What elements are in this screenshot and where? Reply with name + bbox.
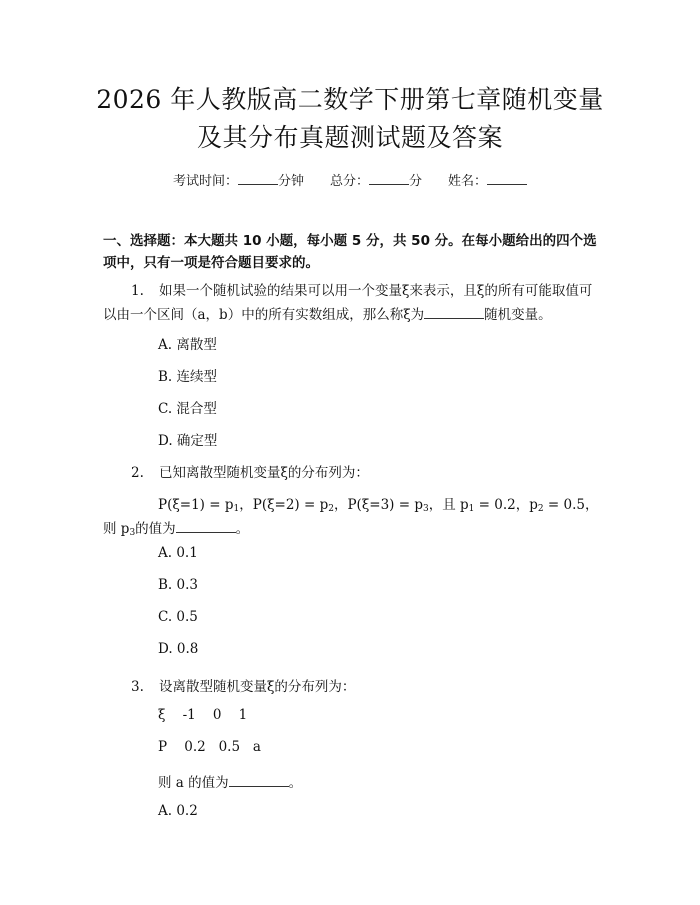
question-3-ask xyxy=(158,771,302,791)
score-label: 总分： xyxy=(329,174,369,189)
subscript: 3 xyxy=(129,528,136,538)
distribution-row-probabilities: P 0.2 0.5 a xyxy=(158,739,261,755)
ask-text: 则 a 的值为 xyxy=(158,775,229,791)
question-3 xyxy=(131,675,355,695)
question-stem: 设离散型随机变量ξ的分布列为： xyxy=(159,679,356,695)
formula-part: = 0.2，p xyxy=(474,497,538,513)
question-1 xyxy=(103,279,603,327)
question-number: 2. xyxy=(131,465,144,481)
subscript: 2 xyxy=(537,504,544,514)
option-a: A. 0.1 xyxy=(158,545,198,561)
subscript: 2 xyxy=(328,504,334,514)
time-blank xyxy=(238,172,278,185)
formula-part: ，且 p xyxy=(428,497,469,513)
score-unit: 分 xyxy=(409,174,423,189)
formula-part: P(ξ=1) = p xyxy=(158,497,234,513)
question-number: 1. xyxy=(131,283,144,299)
formula-part: 则 p xyxy=(103,521,130,537)
option-a: A. 离散型 xyxy=(158,337,217,353)
subscript: 1 xyxy=(468,504,475,514)
option-b: B. 0.3 xyxy=(158,577,198,593)
distribution-row-values: ξ -1 0 1 xyxy=(158,707,248,723)
formula-part: = 0.5， xyxy=(543,497,599,513)
ask-end: 。 xyxy=(288,775,303,791)
title-line-1: 2026 年人教版高二数学下册第七章随机变量 xyxy=(96,85,604,114)
answer-blank xyxy=(176,520,236,533)
option-d: D. 0.8 xyxy=(158,641,199,657)
time-label: 考试时间： xyxy=(172,174,238,189)
time-unit: 分钟 xyxy=(277,174,304,189)
formula-part: 。 xyxy=(235,521,250,537)
option-c: C. 0.5 xyxy=(158,609,198,625)
question-stem: 如果一个随机试验的结果可以用一个变量ξ来表示，且ξ的所有可能取值可以由一个区间（a，b）中的所有实数组成，那么称ξ为 xyxy=(103,283,593,323)
title-line-2: 及其分布真题测试题及答案 xyxy=(196,123,503,152)
formula-part: ，P(ξ=3) = p xyxy=(333,497,423,513)
option-b: B. 连续型 xyxy=(158,369,218,385)
name-blank xyxy=(487,172,527,185)
section-heading: 一、选择题：本大题共 10 小题，每小题 5 分，共 50 分。在每小题给出的四个选项中，只有一项是符合题目要求的。 xyxy=(103,233,597,271)
exam-meta xyxy=(0,170,700,189)
answer-blank xyxy=(424,306,484,319)
formula-part: ，P(ξ=2) = p xyxy=(239,497,329,513)
question-stem: 已知离散型随机变量ξ的分布列为： xyxy=(159,465,369,481)
subscript: 1 xyxy=(233,504,240,514)
score-blank xyxy=(369,172,409,185)
question-2-formula-line2 xyxy=(103,517,249,538)
question-2-formula xyxy=(158,493,599,514)
formula-part: 的值为 xyxy=(135,521,176,537)
option-a: A. 0.2 xyxy=(158,803,198,819)
option-d: D. 确定型 xyxy=(158,433,218,449)
question-number: 3. xyxy=(131,679,144,695)
question-stem-tail: 随机变量。 xyxy=(484,307,552,323)
answer-blank xyxy=(229,774,289,787)
name-label: 姓名： xyxy=(448,174,488,189)
option-c: C. 混合型 xyxy=(158,401,217,417)
question-2 xyxy=(131,461,369,481)
subscript: 3 xyxy=(422,504,429,514)
